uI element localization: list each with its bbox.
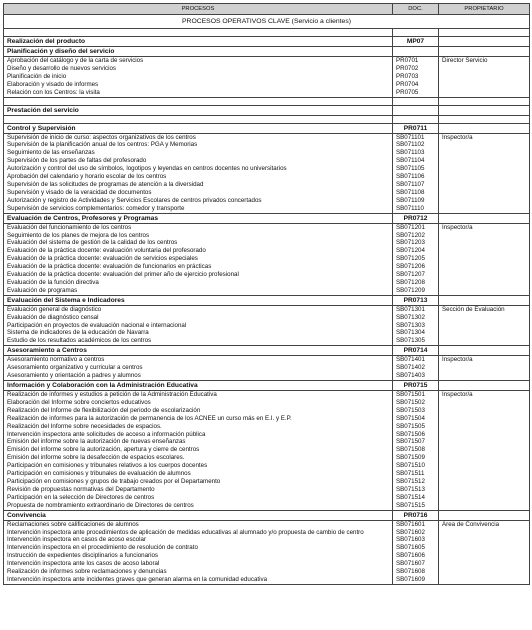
group-code: PR0711 bbox=[393, 123, 439, 133]
item-code: SB071304 bbox=[396, 329, 425, 337]
banner-row bbox=[4, 15, 530, 29]
list-item: Instrucción de expedientes disciplinarios a funcionarios bbox=[7, 552, 158, 560]
item-code: SB071110 bbox=[396, 204, 424, 212]
list-item: Realización de informes y estudios a petición de la Administración Educativa bbox=[7, 391, 217, 398]
spacer-row bbox=[4, 97, 530, 105]
item-code: SB071303 bbox=[396, 321, 425, 329]
item-code: SB071506 bbox=[396, 430, 425, 438]
item-code: SB071209 bbox=[396, 286, 425, 294]
list-item: Participación en comisiones y tribunales relativos a los cuerpos docentes bbox=[7, 462, 208, 470]
item-code: SB071605 bbox=[396, 544, 425, 552]
group-code-list bbox=[393, 356, 439, 381]
group-items-row bbox=[4, 356, 530, 381]
item-code: PR0704 bbox=[396, 80, 419, 88]
item-code: SB071302 bbox=[396, 313, 425, 321]
list-item: Evaluación general de diagnóstico bbox=[7, 305, 102, 313]
section-code: MP07 bbox=[393, 37, 439, 47]
item-code: SB071607 bbox=[396, 560, 425, 568]
list-item: Evaluación de la práctica docente: evaluación voluntaria del profesorado bbox=[7, 247, 206, 255]
list-item: Evaluación de programas bbox=[7, 286, 78, 294]
item-code: SB071402 bbox=[396, 364, 425, 372]
item-code: SB071503 bbox=[396, 406, 425, 414]
list-item: Relación con los Centros: la visita bbox=[7, 88, 100, 96]
item-code: PR0701 bbox=[396, 57, 419, 64]
item-code: SB071203 bbox=[396, 239, 425, 247]
list-item: Supervisión de la planificación anual de los centros: PGA y Memorias bbox=[7, 141, 198, 149]
item-code: SB071602 SB071603 bbox=[396, 528, 425, 544]
group-item-list bbox=[4, 520, 393, 584]
list-item: Revisión de propuestas normativas del Departamento bbox=[7, 485, 155, 493]
list-item: Realización del Informe de flexibilización del periodo de escolarización bbox=[7, 406, 201, 414]
group-code: PR0713 bbox=[393, 295, 439, 305]
item-code: SB071504 bbox=[396, 414, 425, 422]
group-item-list bbox=[4, 305, 393, 346]
list-item: Emisión del informe sobre la autorización de nuevas enseñanzas bbox=[7, 438, 186, 446]
group-items-row bbox=[4, 305, 530, 346]
group-item-list bbox=[4, 356, 393, 381]
group-items-row bbox=[4, 223, 530, 295]
group-title: Convivencia bbox=[4, 510, 393, 520]
item-code: SB071109 bbox=[396, 196, 425, 204]
group-code-list bbox=[393, 223, 439, 295]
item-code: SB071512 bbox=[396, 477, 425, 485]
item-code: SB071205 bbox=[396, 255, 425, 263]
list-item: Emisión del informe sobre la autorización, apertura y cierre de centros bbox=[7, 446, 200, 454]
group-owner: Inspector/a bbox=[439, 356, 530, 381]
list-item: Supervisión y visado de la veracidad de documentos bbox=[7, 188, 152, 196]
spacer-row bbox=[4, 115, 530, 123]
item-code: SB071301 bbox=[396, 305, 425, 313]
group-items-row bbox=[4, 520, 530, 584]
list-item: Participación en la selección de Directores de centros bbox=[7, 493, 155, 501]
col-header-procesos: PROCESOS bbox=[4, 4, 393, 15]
section-row-realizacion bbox=[4, 37, 530, 47]
group-header-row bbox=[4, 381, 530, 391]
group-header-row bbox=[4, 346, 530, 356]
group-code-list bbox=[393, 391, 439, 511]
item-code: SB071208 bbox=[396, 278, 425, 286]
section-title: Planificación y diseño del servicio bbox=[4, 47, 393, 57]
group-code-list bbox=[393, 133, 439, 213]
item-code: SB071515 bbox=[396, 501, 425, 509]
item-code: SB071606 bbox=[396, 552, 425, 560]
section-row-prestacion bbox=[4, 105, 530, 115]
list-item: Emisión del informe sobre la desafección de espacios escolares. bbox=[7, 454, 185, 462]
process-document bbox=[3, 3, 529, 585]
col-header-propietario: PROPIETARIO bbox=[439, 4, 530, 15]
list-item: Realización de informes sobre reclamaciones y denuncias bbox=[7, 568, 167, 576]
list-item: Planificación de inicio bbox=[7, 72, 67, 80]
spacer-row bbox=[4, 29, 530, 37]
list-item: Aprobación del catálogo y de la carta de servicios bbox=[7, 57, 144, 64]
list-item: Realización del Informe sobre necesidades de espacios. bbox=[7, 422, 162, 430]
list-item: Propuesta de nombramiento extraordinario de Directores de centros bbox=[7, 501, 194, 509]
item-code: SB071204 bbox=[396, 247, 425, 255]
list-item: Autorización y control del uso de símbolos, logotipos y leyendas en centros docentes no universitarios bbox=[7, 165, 287, 173]
list-item: Seguimiento de los planes de mejora de los centros bbox=[7, 231, 150, 239]
header-row bbox=[4, 4, 530, 15]
group-item-list bbox=[4, 133, 393, 213]
group-header-row bbox=[4, 295, 530, 305]
list-item: Supervisión de las solicitudes de programas de atención a la diversidad bbox=[7, 180, 204, 188]
list-item: Evaluación de la práctica docente: evaluación de servicios especiales bbox=[7, 255, 198, 263]
group-item-list bbox=[4, 223, 393, 295]
group-header-row bbox=[4, 213, 530, 223]
item-code: SB071305 bbox=[396, 337, 425, 345]
item-code: SB071601 bbox=[396, 520, 425, 528]
list-item: Intervención inspectora ante procedimientos de aplicación de medidas educativas al alumnado y/o propuesta de cambio de centro bbox=[7, 528, 364, 536]
group-code-list bbox=[393, 520, 439, 584]
group-owner: Inspector/a bbox=[439, 391, 530, 511]
list-item: Seguimiento de las enseñanzas bbox=[7, 149, 95, 157]
item-code: SB071608 bbox=[396, 568, 425, 576]
list-item: Elaboración del Informe sobre conciertos educativos bbox=[7, 398, 151, 406]
item-code: SB071511 bbox=[396, 470, 425, 478]
item-code: SB071507 bbox=[396, 438, 425, 446]
section-title: Realización del producto bbox=[4, 37, 393, 47]
group-title: Evaluación de Centros, Profesores y Programas bbox=[4, 213, 393, 223]
item-code: SB071509 bbox=[396, 454, 425, 462]
list-item: Asesoramiento organizativo y curricular a centros bbox=[7, 364, 143, 372]
list-item: Intervención inspectora en casos de acoso escolar bbox=[7, 536, 146, 544]
item-code: PR0702 bbox=[396, 64, 419, 72]
list-item: Evaluación del funcionamiento de los centros bbox=[7, 223, 132, 231]
list-item: Supervisión de inicio de curso: aspectos organizativos de los centros bbox=[7, 133, 196, 141]
item-code: SB071101 bbox=[396, 133, 425, 141]
item-code: SB071102 bbox=[396, 141, 425, 149]
group-code: PR0714 bbox=[393, 346, 439, 356]
group-code: PR0716 bbox=[393, 510, 439, 520]
group-code: PR0715 bbox=[393, 381, 439, 391]
item-code: SB071501 bbox=[396, 391, 425, 398]
item-code: SB071202 bbox=[396, 231, 425, 239]
process-table bbox=[3, 3, 530, 585]
list-item: Estudio de los resultados académicos de los centros bbox=[7, 337, 152, 345]
group-items-row bbox=[4, 391, 530, 511]
item-code: SB071505 bbox=[396, 422, 425, 430]
list-item: Participación en proyectos de evaluación nacional e internacional bbox=[7, 321, 187, 329]
list-item: Supervisión de los partes de faltas del profesorado bbox=[7, 157, 147, 165]
list-item: Elaboración y visado de informes bbox=[7, 80, 99, 88]
group-header-row bbox=[4, 123, 530, 133]
item-code: SB071103 bbox=[396, 149, 425, 157]
item-code: SB071206 bbox=[396, 263, 425, 271]
group-code-list bbox=[393, 305, 439, 346]
list-item: Participación en comisiones y tribunales de evaluación de alumnos bbox=[7, 470, 191, 478]
item-code: SB071201 bbox=[396, 223, 425, 231]
group-item-list bbox=[4, 391, 393, 511]
item-code: SB071108 bbox=[396, 188, 425, 196]
planificacion-owner: Director Servicio bbox=[439, 57, 530, 98]
item-code: PR0705 bbox=[396, 88, 419, 96]
item-code: SB071107 bbox=[396, 180, 425, 188]
list-item: Sistema de indicadores de la educación de Navarra bbox=[7, 329, 149, 337]
item-code: SB071403 bbox=[396, 372, 425, 380]
list-item: Participación en comisiones y grupos de trabajo creados por el Departamento bbox=[7, 477, 221, 485]
item-code: SB071104 bbox=[396, 157, 425, 165]
list-item: Evaluación del sistema de gestión de la calidad de los centros bbox=[7, 239, 178, 247]
group-title: Asesoramiento a Centros bbox=[4, 346, 393, 356]
list-item: Reclamaciones sobre calificaciones de alumnos bbox=[7, 520, 139, 528]
planificacion-item-list bbox=[4, 57, 393, 98]
list-item: Evaluación de la práctica docente: evaluación de funcionarios en prácticas bbox=[7, 263, 212, 271]
list-item: Diseño y desarrollo de nuevos servicios bbox=[7, 64, 117, 72]
item-code: SB071609 bbox=[396, 575, 425, 583]
list-item: Intervención inspectora ante los casos de acoso laboral bbox=[7, 560, 160, 568]
list-item: Aprobación del calendario y horario escolar de los centros bbox=[7, 173, 167, 181]
list-item: Supervisión de servicios complementarios: comedor y transporte bbox=[7, 204, 185, 212]
section-row-planificacion bbox=[4, 47, 530, 57]
item-code: PR0703 bbox=[396, 72, 419, 80]
list-item: Asesoramiento normativo a centros bbox=[7, 356, 105, 364]
list-item: Evaluación de la práctica docente: evaluación del primer año de ejercicio profesional bbox=[7, 271, 239, 279]
item-code: SB071105 bbox=[396, 165, 425, 173]
group-title: Información y Colaboración con la Administración Educativa bbox=[4, 381, 393, 391]
item-code: SB071513 bbox=[396, 485, 425, 493]
banner-title: PROCESOS OPERATIVOS CLAVE (Servicio a clientes) bbox=[4, 15, 530, 29]
item-code: SB071514 bbox=[396, 493, 425, 501]
planificacion-items-row bbox=[4, 57, 530, 98]
planificacion-code-list bbox=[393, 57, 439, 98]
section-title: Prestación del servicio bbox=[4, 105, 393, 115]
group-owner: Área de Convivencia bbox=[439, 520, 530, 584]
group-items-row bbox=[4, 133, 530, 213]
group-code: PR0712 bbox=[393, 213, 439, 223]
list-item: Evaluación de la función directiva bbox=[7, 278, 99, 286]
item-code: SB071508 bbox=[396, 446, 425, 454]
group-owner: Inspector/a bbox=[439, 223, 530, 295]
list-item: Intervención inspectora en el procedimiento de resolución de contrato bbox=[7, 544, 198, 552]
list-item: Realización de informes para la autorización de permanencia de los ACNEE un curso más en E.I. y E.P. bbox=[7, 414, 292, 422]
item-code: SB071510 bbox=[396, 462, 425, 470]
group-title: Control y Supervisión bbox=[4, 123, 393, 133]
group-header-row bbox=[4, 510, 530, 520]
item-code: SB071106 bbox=[396, 173, 425, 181]
list-item: Autorización y registro de Actividades y Servicios Escolares de centros privados concertados bbox=[7, 196, 262, 204]
list-item: Intervención inspectora ante incidentes graves que generan alarma en la comunidad educativa bbox=[7, 575, 268, 583]
item-code: SB071207 bbox=[396, 271, 425, 279]
col-header-doc: DOC. bbox=[393, 4, 439, 15]
list-item: Evaluación de diagnóstico censal bbox=[7, 313, 99, 321]
list-item: Asesoramiento y orientación a padres y alumnos bbox=[7, 372, 141, 380]
item-code: SB071401 bbox=[396, 356, 425, 364]
group-title: Evaluación del Sistema e Indicadores bbox=[4, 295, 393, 305]
group-owner: Sección de Evaluación bbox=[439, 305, 530, 346]
list-item: Intervención inspectora ante solicitudes de acceso a información pública bbox=[7, 430, 206, 438]
group-owner: Inspector/a bbox=[439, 133, 530, 213]
item-code: SB071502 bbox=[396, 398, 425, 406]
